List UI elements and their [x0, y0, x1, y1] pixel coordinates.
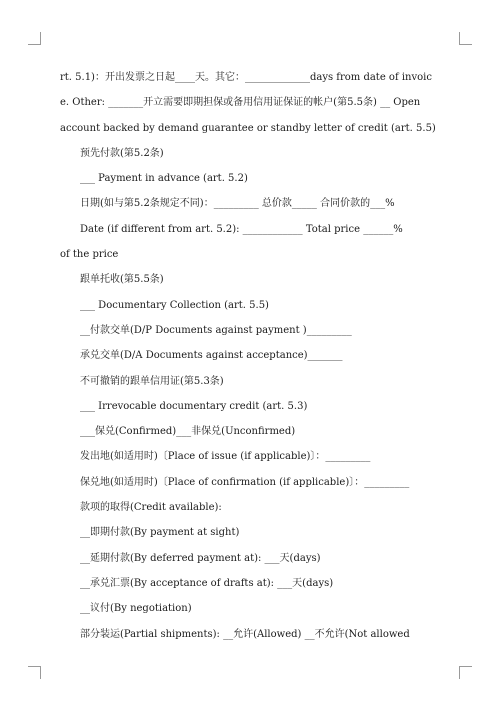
- text-line: 部分装运(Partial shipments): __允许(Allowed) __不允许(Not allowed: [80, 628, 410, 640]
- text-line: 发出地(如适用时)〔Place of issue (if applicable)〕：_________: [80, 451, 371, 463]
- text-line: of the price: [60, 249, 119, 261]
- text-line: 预先付款(第5.2条): [80, 147, 164, 159]
- crop-mark-bottom-right: [459, 666, 472, 679]
- text-line: e. Other: _______开立需要即期担保或备用信用证保证的帐户(第5.5条) __ Open: [60, 97, 421, 109]
- text-line: 保兑地(如适用时)〔Place of confirmation (if applicable)〕：_________: [80, 476, 410, 488]
- text-line: __付款交单(D/P Documents against payment )_________: [80, 324, 352, 336]
- text-line: __承兑汇票(By acceptance of drafts at): ___天(days): [80, 577, 334, 589]
- crop-mark-top-left: [28, 32, 41, 45]
- text-line: ___ Payment in advance (art. 5.2): [80, 173, 248, 185]
- text-line: __延期付款(By deferred payment at): ___天(days): [80, 552, 321, 564]
- text-line: ___保兑(Confirmed)___非保兑(Unconfirmed): [80, 426, 296, 438]
- text-line: Date (if different from art. 5.2): ____________ Total price ______%: [80, 223, 403, 235]
- text-line: __议付(By negotiation): [80, 603, 192, 615]
- text-line: __即期付款(By payment at sight): [80, 527, 240, 539]
- text-line: account backed by demand guarantee or standby letter of credit (art. 5.5): [60, 122, 436, 134]
- text-line: 不可撤销的跟单信用证(第5.3条): [80, 375, 224, 387]
- text-line: ___ Irrevocable documentary credit (art. 5.3): [80, 400, 308, 412]
- document-body: [60, 65, 445, 647]
- crop-mark-top-right: [459, 32, 472, 45]
- text-line: rt. 5.1)：开出发票之日起____天。其它：_____________days from date of invoic: [60, 72, 432, 83]
- text-line: 承兑交单(D/A Documents against acceptance)_______: [80, 350, 343, 362]
- text-line: 跟单托收(第5.5条): [80, 274, 164, 286]
- text-line: 日期(如与第5.2条规定不同)：_________ 总价款_____ 合同价款的___%: [80, 198, 395, 210]
- crop-mark-bottom-left: [28, 666, 41, 679]
- text-line: 款项的取得(Credit available):: [80, 502, 222, 514]
- text-line: ___ Documentary Collection (art. 5.5): [80, 299, 269, 311]
